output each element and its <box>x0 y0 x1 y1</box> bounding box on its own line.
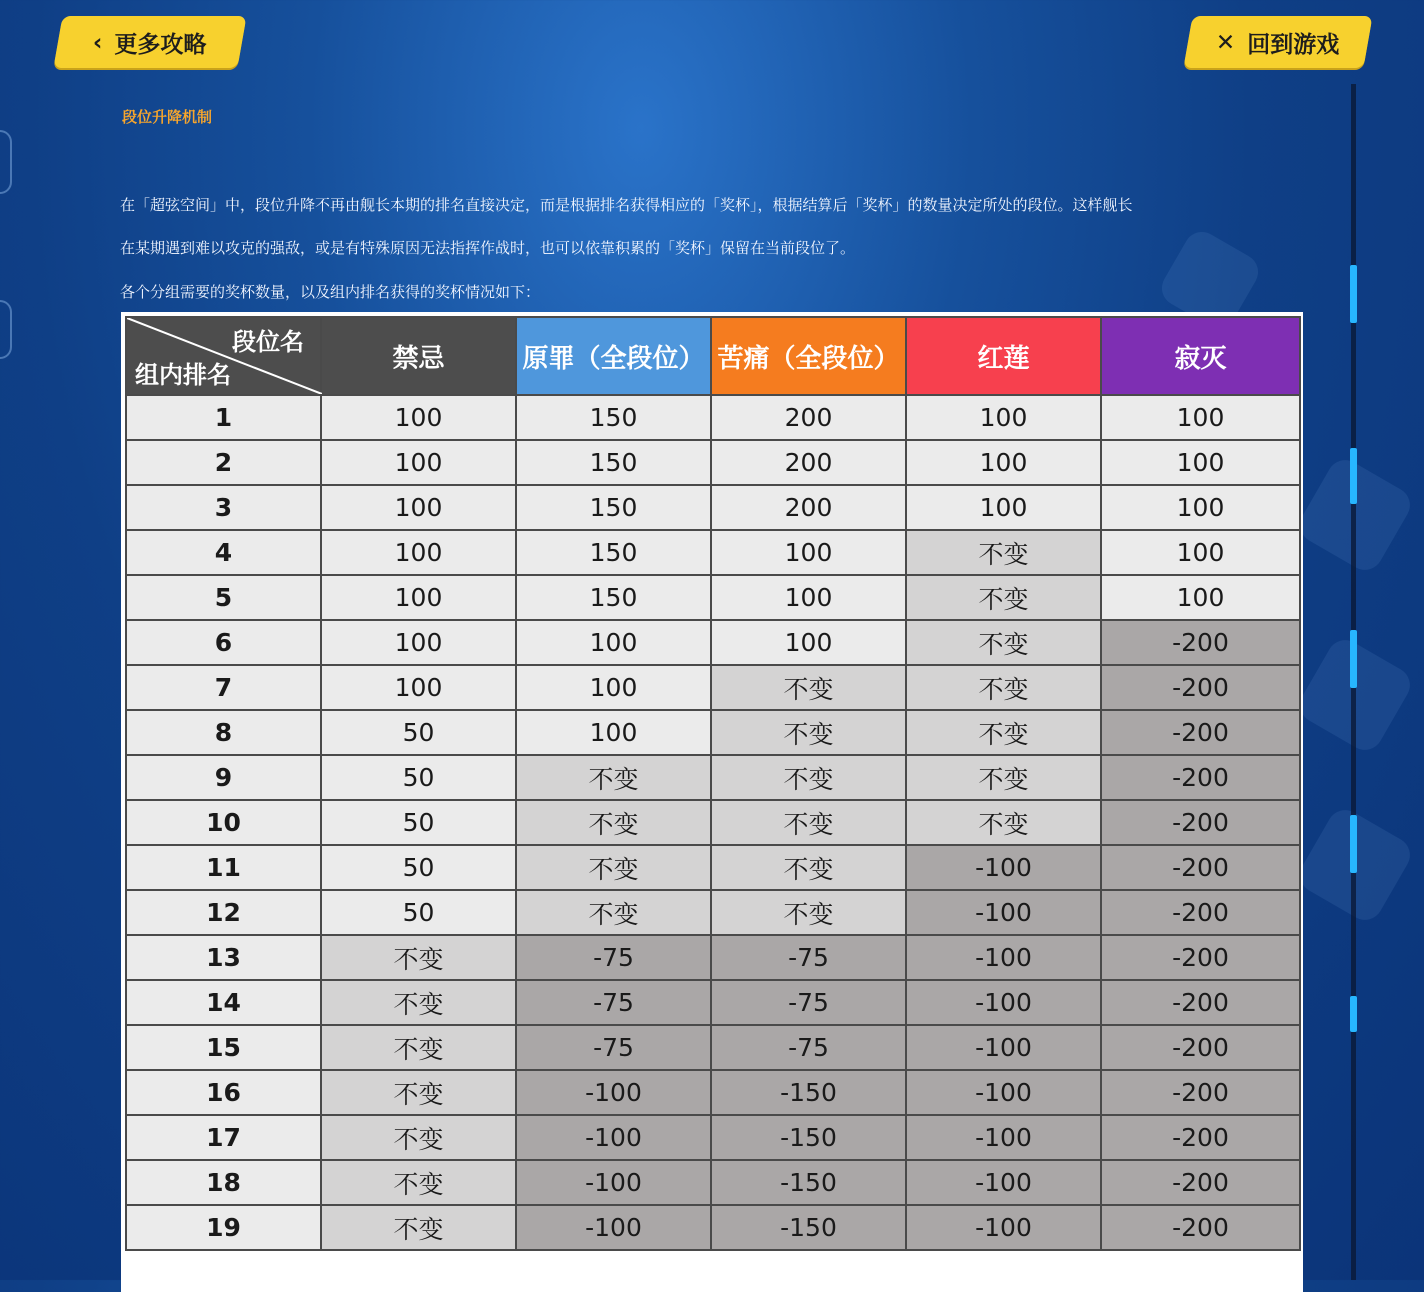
table-row <box>126 845 1300 890</box>
table-row <box>126 755 1300 800</box>
rank-cell: 12 <box>126 890 321 935</box>
trophy-value-cell: -100 <box>906 890 1101 935</box>
rank-cell: 15 <box>126 1025 321 1070</box>
scrollbar-tick <box>1350 815 1357 873</box>
column-header-sin: 原罪（全段位） <box>516 317 711 395</box>
trophy-value-cell: -100 <box>906 1025 1101 1070</box>
left-frame-decoration <box>0 130 12 194</box>
rank-cell: 14 <box>126 980 321 1025</box>
rank-cell: 17 <box>126 1115 321 1160</box>
trophy-value-cell: 不变 <box>321 1115 516 1160</box>
intro-paragraph-line-1: 在「超弦空间」中，段位升降不再由舰长本期的排名直接决定，而是根据排名获得相应的「奖杯」，根据结算后「奖杯」的数量决定所处的段位。这样舰长 <box>120 196 1133 214</box>
trophy-value-cell: 不变 <box>516 845 711 890</box>
corner-label-tier: 段位名 <box>232 328 304 356</box>
trophy-value-cell: 不变 <box>516 755 711 800</box>
rank-cell: 11 <box>126 845 321 890</box>
return-to-game-button[interactable] <box>1183 16 1372 68</box>
trophy-value-cell: 50 <box>321 890 516 935</box>
trophy-value-cell: -75 <box>711 980 906 1025</box>
trophy-value-cell: 不变 <box>906 800 1101 845</box>
trophy-value-cell: -100 <box>906 1115 1101 1160</box>
trophy-value-cell: 不变 <box>906 665 1101 710</box>
trophy-value-cell: 不变 <box>516 890 711 935</box>
trophy-value-cell: -200 <box>1101 845 1300 890</box>
trophy-value-cell: 50 <box>321 755 516 800</box>
more-guides-label: 更多攻略 <box>114 31 207 58</box>
table-row <box>126 1205 1300 1250</box>
table-row <box>126 1025 1300 1070</box>
trophy-value-cell: 200 <box>711 440 906 485</box>
rank-cell: 18 <box>126 1160 321 1205</box>
trophy-value-cell: -75 <box>516 935 711 980</box>
trophy-value-cell: 100 <box>321 620 516 665</box>
scrollbar-thumb[interactable] <box>1350 265 1357 323</box>
trophy-value-cell: -150 <box>711 1160 906 1205</box>
close-x-icon: ✕ <box>1216 29 1236 55</box>
trophy-value-cell: 不变 <box>711 845 906 890</box>
trophy-value-cell: 200 <box>711 485 906 530</box>
trophy-value-cell: -100 <box>906 1070 1101 1115</box>
table-row <box>126 485 1300 530</box>
trophy-value-cell: 150 <box>516 575 711 620</box>
trophy-value-cell: 50 <box>321 800 516 845</box>
rank-cell: 10 <box>126 800 321 845</box>
trophy-value-cell: -100 <box>516 1070 711 1115</box>
trophy-value-cell: 不变 <box>711 665 906 710</box>
trophy-value-cell: 100 <box>711 530 906 575</box>
trophy-value-cell: -200 <box>1101 1070 1300 1115</box>
rank-cell: 16 <box>126 1070 321 1115</box>
rank-cell: 2 <box>126 440 321 485</box>
scrollbar-tick <box>1350 630 1357 688</box>
table-header-row <box>126 317 1300 395</box>
table-row <box>126 1160 1300 1205</box>
table-row <box>126 980 1300 1025</box>
trophy-value-cell: -150 <box>711 1205 906 1250</box>
trophy-value-cell: 50 <box>321 710 516 755</box>
trophy-value-cell: -100 <box>906 980 1101 1025</box>
trophy-value-cell: 不变 <box>321 935 516 980</box>
column-header-agony: 苦痛（全段位） <box>711 317 906 395</box>
trophy-value-cell: 100 <box>321 440 516 485</box>
trophy-value-cell: -100 <box>516 1115 711 1160</box>
section-title: 段位升降机制 <box>122 108 213 126</box>
trophy-value-cell: 150 <box>516 440 711 485</box>
trophy-value-cell: -200 <box>1101 935 1300 980</box>
trophy-value-cell: 不变 <box>321 980 516 1025</box>
rank-cell: 5 <box>126 575 321 620</box>
intro-paragraph-line-3: 各个分组需要的奖杯数量，以及组内排名获得的奖杯情况如下： <box>120 283 541 301</box>
rank-cell: 6 <box>126 620 321 665</box>
trophy-value-cell: 100 <box>516 665 711 710</box>
trophy-value-cell: 100 <box>321 485 516 530</box>
trophy-value-cell: -75 <box>516 980 711 1025</box>
trophy-value-cell: 不变 <box>906 755 1101 800</box>
trophy-value-cell: -200 <box>1101 1205 1300 1250</box>
rank-cell: 3 <box>126 485 321 530</box>
table-row <box>126 800 1300 845</box>
trophy-value-cell: -100 <box>516 1205 711 1250</box>
trophy-value-cell: 100 <box>1101 485 1300 530</box>
trophy-value-cell: -200 <box>1101 755 1300 800</box>
trophy-value-cell: 100 <box>1101 530 1300 575</box>
trophy-value-cell: 不变 <box>711 755 906 800</box>
trophy-value-cell: 100 <box>516 620 711 665</box>
table-row <box>126 710 1300 755</box>
trophy-value-cell: -100 <box>906 1205 1101 1250</box>
trophy-value-cell: 不变 <box>711 890 906 935</box>
rank-cell: 9 <box>126 755 321 800</box>
trophy-value-cell: 100 <box>516 710 711 755</box>
table-row <box>126 890 1300 935</box>
trophy-value-cell: -75 <box>516 1025 711 1070</box>
table-row <box>126 440 1300 485</box>
trophy-value-cell: -200 <box>1101 800 1300 845</box>
trophy-value-cell: -200 <box>1101 890 1300 935</box>
trophy-value-cell: 100 <box>1101 440 1300 485</box>
trophy-value-cell: 100 <box>906 440 1101 485</box>
trophy-value-cell: 不变 <box>516 800 711 845</box>
table-row <box>126 530 1300 575</box>
trophy-value-cell: 不变 <box>321 1025 516 1070</box>
trophy-value-cell: 不变 <box>711 800 906 845</box>
scrollbar-tick <box>1350 448 1357 504</box>
trophy-value-cell: 100 <box>1101 395 1300 440</box>
trophy-value-cell: 100 <box>321 530 516 575</box>
rank-cell: 4 <box>126 530 321 575</box>
trophy-value-cell: -100 <box>906 935 1101 980</box>
chevron-left-icon: ‹ <box>93 29 103 55</box>
table-row <box>126 395 1300 440</box>
table-body <box>126 395 1300 1250</box>
trophy-value-cell: 100 <box>321 395 516 440</box>
trophy-value-cell: -100 <box>906 845 1101 890</box>
rank-cell: 13 <box>126 935 321 980</box>
trophy-value-cell: 不变 <box>906 620 1101 665</box>
trophy-value-cell: -150 <box>711 1070 906 1115</box>
trophy-value-cell: -75 <box>711 935 906 980</box>
trophy-value-cell: -200 <box>1101 1025 1300 1070</box>
trophy-value-cell: 100 <box>321 665 516 710</box>
trophy-value-cell: 50 <box>321 845 516 890</box>
trophy-value-cell: 不变 <box>711 710 906 755</box>
trophy-value-cell: -100 <box>906 1160 1101 1205</box>
trophy-value-cell: 150 <box>516 485 711 530</box>
trophy-value-cell: -200 <box>1101 1115 1300 1160</box>
return-to-game-label: 回到游戏 <box>1247 31 1340 58</box>
trophy-value-cell: -200 <box>1101 620 1300 665</box>
table-row <box>126 1070 1300 1115</box>
trophy-value-cell: 100 <box>711 575 906 620</box>
trophy-value-cell: -100 <box>516 1160 711 1205</box>
trophy-value-cell: 100 <box>906 395 1101 440</box>
rank-cell: 1 <box>126 395 321 440</box>
trophy-value-cell: -150 <box>711 1115 906 1160</box>
trophy-value-cell: 150 <box>516 530 711 575</box>
trophy-value-cell: 不变 <box>321 1160 516 1205</box>
trophy-value-cell: 200 <box>711 395 906 440</box>
column-header-nirvana: 寂灭 <box>1101 317 1300 395</box>
trophy-value-cell: -200 <box>1101 665 1300 710</box>
rank-cell: 8 <box>126 710 321 755</box>
table-row <box>126 620 1300 665</box>
table-corner-header <box>126 317 321 395</box>
trophy-value-cell: -200 <box>1101 980 1300 1025</box>
trophy-value-cell: 不变 <box>906 530 1101 575</box>
more-guides-button[interactable] <box>53 16 246 68</box>
left-frame-decoration <box>0 300 12 359</box>
trophy-value-cell: 不变 <box>906 710 1101 755</box>
trophy-value-cell: -75 <box>711 1025 906 1070</box>
trophy-value-cell: 100 <box>711 620 906 665</box>
column-header-red-lotus: 红莲 <box>906 317 1101 395</box>
table-row <box>126 1115 1300 1160</box>
rank-cell: 7 <box>126 665 321 710</box>
table-row <box>126 575 1300 620</box>
trophy-value-cell: 不变 <box>321 1205 516 1250</box>
column-header-forbidden: 禁忌 <box>321 317 516 395</box>
table-row <box>126 665 1300 710</box>
rank-cell: 19 <box>126 1205 321 1250</box>
trophy-value-cell: -200 <box>1101 710 1300 755</box>
corner-label-rank: 组内排名 <box>135 361 231 389</box>
trophy-value-cell: 150 <box>516 395 711 440</box>
table-row <box>126 935 1300 980</box>
trophy-table-container <box>121 312 1303 1292</box>
trophy-value-cell: 不变 <box>321 1070 516 1115</box>
trophy-value-cell: 不变 <box>906 575 1101 620</box>
intro-paragraph-line-2: 在某期遇到难以攻克的强敌，或是有特殊原因无法指挥作战时，也可以依靠积累的「奖杯」保留在当前段位了。 <box>120 239 856 257</box>
trophy-value-cell: -200 <box>1101 1160 1300 1205</box>
trophy-value-cell: 100 <box>321 575 516 620</box>
trophy-value-cell: 100 <box>906 485 1101 530</box>
trophy-table <box>125 316 1301 1251</box>
scrollbar-tick <box>1350 996 1357 1032</box>
trophy-value-cell: 100 <box>1101 575 1300 620</box>
